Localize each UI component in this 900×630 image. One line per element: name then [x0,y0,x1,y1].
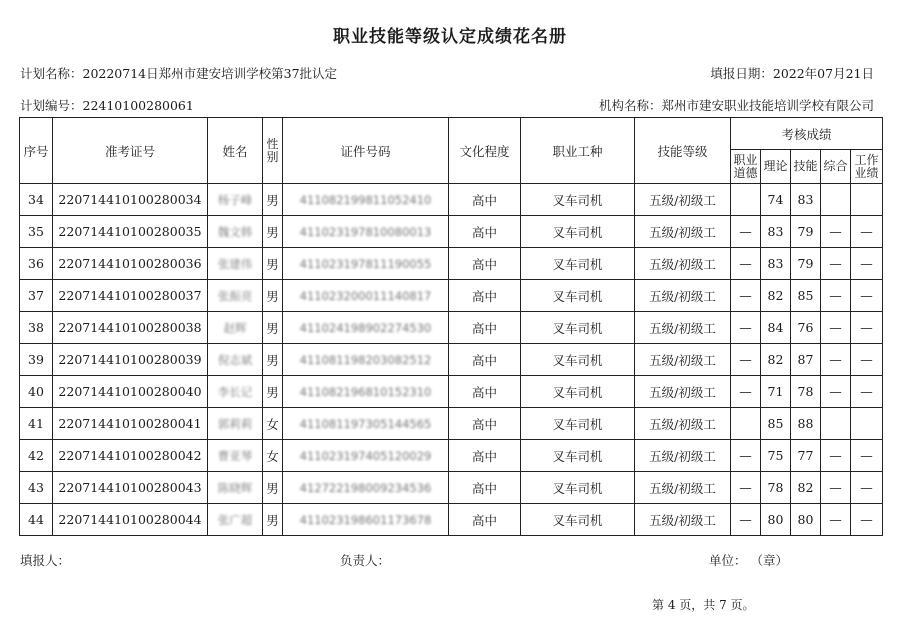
header-theory: 理论 [761,150,791,184]
header-id-no: 证件号码 [283,118,449,184]
cell-skill: 82 [791,472,821,504]
cell-seq: 37 [20,280,53,312]
cell-exam-no: 220714410100280042 [53,440,208,472]
cell-name-redacted: 赵辉 [223,320,247,335]
cell-ethics: — [731,376,761,408]
table-row [20,440,883,472]
cell-id-no-redacted: 412722198009234536 [299,481,432,495]
unit-seal-label: 单位： （章） [709,553,788,568]
cell-level: 五级/初级工 [635,248,731,280]
table-row [20,376,883,408]
cell-overall: — [821,216,851,248]
cell-education: 高中 [449,408,521,440]
cell-overall: — [821,344,851,376]
cell-name-redacted: 倪志斌 [217,352,253,367]
cell-theory: 74 [761,184,791,216]
plan-name: 计划名称：20220714日郑州市建安培训学校第37批认定 [20,66,338,81]
cell-id-no [283,216,449,248]
cell-education: 高中 [449,312,521,344]
cell-performance [851,184,883,216]
header-skill: 技能 [791,150,821,184]
cell-exam-no: 220714410100280044 [53,504,208,536]
cell-id-no [283,312,449,344]
cell-exam-no: 220714410100280043 [53,472,208,504]
cell-exam-no: 220714410100280038 [53,312,208,344]
cell-education: 高中 [449,344,521,376]
cell-theory: 83 [761,216,791,248]
cell-performance: — [851,280,883,312]
cell-seq: 41 [20,408,53,440]
cell-skill: 78 [791,376,821,408]
cell-ethics: — [731,248,761,280]
organization-name: 机构名称：郑州市建安职业技能培训学校有限公司 [598,98,874,113]
cell-seq: 43 [20,472,53,504]
cell-overall: — [821,472,851,504]
cell-id-no-redacted: 411023198601173678 [299,513,432,527]
cell-theory: 71 [761,376,791,408]
cell-exam-no: 220714410100280034 [53,184,208,216]
cell-id-no-redacted: 411082199811052410 [299,193,432,207]
cell-gender: 女 [263,440,283,472]
cell-level: 五级/初级工 [635,344,731,376]
cell-gender: 男 [263,248,283,280]
cell-exam-no: 220714410100280039 [53,344,208,376]
cell-performance: — [851,312,883,344]
cell-overall [821,408,851,440]
cell-skill: 88 [791,408,821,440]
table-body [20,184,883,536]
table-row [20,184,883,216]
cell-id-no-redacted: 411023200011140817 [299,289,432,303]
cell-skill: 76 [791,312,821,344]
cell-occupation: 叉车司机 [521,504,635,536]
table-row [20,312,883,344]
cell-exam-no: 220714410100280040 [53,376,208,408]
cell-level: 五级/初级工 [635,280,731,312]
cell-id-no-redacted: 411081198203082512 [299,353,432,367]
cell-seq: 35 [20,216,53,248]
cell-id-no-redacted: 411024198902274530 [299,321,432,335]
cell-overall: — [821,280,851,312]
cell-id-no-redacted: 411081197305144565 [299,417,432,431]
cell-ethics: — [731,216,761,248]
cell-gender: 女 [263,408,283,440]
cell-overall: — [821,312,851,344]
cell-name [208,408,263,440]
cell-theory: 82 [761,344,791,376]
cell-education: 高中 [449,472,521,504]
cell-theory: 78 [761,472,791,504]
header-ethics: 职业道德 [731,150,761,184]
cell-name [208,376,263,408]
cell-level: 五级/初级工 [635,312,731,344]
cell-seq: 38 [20,312,53,344]
cell-performance: — [851,216,883,248]
table-row [20,280,883,312]
header-education: 文化程度 [449,118,521,184]
cell-skill: 83 [791,184,821,216]
cell-occupation: 叉车司机 [521,408,635,440]
header-level: 技能等级 [635,118,731,184]
header-name: 姓名 [208,118,263,184]
cell-performance: — [851,504,883,536]
cell-skill: 80 [791,504,821,536]
cell-id-no [283,376,449,408]
header-exam-no: 准考证号 [53,118,208,184]
header-seq: 序号 [20,118,53,184]
cell-gender: 男 [263,312,283,344]
cell-performance: — [851,248,883,280]
header-occupation: 职业工种 [521,118,635,184]
cell-level: 五级/初级工 [635,440,731,472]
cell-name [208,280,263,312]
cell-name [208,504,263,536]
cell-seq: 36 [20,248,53,280]
cell-ethics: — [731,344,761,376]
cell-name [208,184,263,216]
cell-gender: 男 [263,472,283,504]
cell-occupation: 叉车司机 [521,184,635,216]
document-title: 职业技能等级认定成绩花名册 [333,27,567,47]
cell-id-no [283,504,449,536]
cell-gender: 男 [263,376,283,408]
cell-id-no [283,248,449,280]
cell-occupation: 叉车司机 [521,376,635,408]
header-overall: 综合 [821,150,851,184]
cell-name [208,248,263,280]
cell-education: 高中 [449,504,521,536]
cell-theory: 82 [761,280,791,312]
cell-name [208,472,263,504]
table-header [20,118,883,184]
cell-seq: 42 [20,440,53,472]
cell-overall [821,184,851,216]
cell-performance: — [851,344,883,376]
filler-label: 填报人： [20,553,71,568]
cell-gender: 男 [263,280,283,312]
cell-education: 高中 [449,248,521,280]
cell-level: 五级/初级工 [635,216,731,248]
table-row [20,216,883,248]
table-row [20,408,883,440]
cell-overall: — [821,504,851,536]
cell-performance [851,408,883,440]
cell-occupation: 叉车司机 [521,216,635,248]
cell-exam-no: 220714410100280035 [53,216,208,248]
cell-theory: 85 [761,408,791,440]
page-indicator: 第 4 页，共 7 页。 [652,598,755,612]
cell-id-no-redacted: 411023197810080013 [299,225,432,239]
cell-id-no [283,344,449,376]
cell-seq: 44 [20,504,53,536]
cell-id-no-redacted: 411023197405120029 [299,449,432,463]
cell-name-redacted: 陈晓辉 [217,480,253,495]
cell-gender: 男 [263,504,283,536]
cell-occupation: 叉车司机 [521,248,635,280]
cell-theory: 75 [761,440,791,472]
cell-gender: 男 [263,216,283,248]
cell-skill: 85 [791,280,821,312]
cell-name [208,216,263,248]
cell-id-no [283,440,449,472]
cell-overall: — [821,440,851,472]
cell-level: 五级/初级工 [635,376,731,408]
cell-name-redacted: 曹亚琴 [217,448,253,463]
table-row [20,472,883,504]
cell-overall: — [821,248,851,280]
cell-education: 高中 [449,184,521,216]
cell-level: 五级/初级工 [635,472,731,504]
cell-occupation: 叉车司机 [521,472,635,504]
cell-occupation: 叉车司机 [521,440,635,472]
cell-name-redacted: 张建伟 [217,256,253,271]
cell-exam-no: 220714410100280041 [53,408,208,440]
cell-id-no-redacted: 411023197811190055 [299,257,432,271]
cell-exam-no: 220714410100280037 [53,280,208,312]
cell-occupation: 叉车司机 [521,312,635,344]
cell-seq: 39 [20,344,53,376]
cell-id-no [283,184,449,216]
table-row [20,504,883,536]
cell-name [208,440,263,472]
plan-number: 计划编号：22410100280061 [20,98,194,113]
cell-name-redacted: 李长记 [217,384,253,399]
cell-gender: 男 [263,184,283,216]
table-row [20,248,883,280]
owner-label: 负责人： [340,553,391,568]
cell-education: 高中 [449,280,521,312]
header-gender: 性别 [263,118,283,184]
cell-ethics [731,184,761,216]
cell-performance: — [851,440,883,472]
cell-level: 五级/初级工 [635,408,731,440]
cell-performance: — [851,376,883,408]
cell-performance: — [851,472,883,504]
cell-name [208,344,263,376]
cell-ethics: — [731,440,761,472]
cell-seq: 34 [20,184,53,216]
cell-occupation: 叉车司机 [521,280,635,312]
cell-education: 高中 [449,376,521,408]
cell-overall: — [821,376,851,408]
cell-name-redacted: 张振亮 [217,288,253,303]
cell-education: 高中 [449,440,521,472]
header-scores: 考核成绩 [731,118,883,150]
cell-skill: 87 [791,344,821,376]
cell-skill: 79 [791,248,821,280]
cell-level: 五级/初级工 [635,504,731,536]
cell-id-no-redacted: 411082196810152310 [299,385,432,399]
cell-seq: 40 [20,376,53,408]
score-roster-table [19,117,883,536]
cell-gender: 男 [263,344,283,376]
cell-theory: 83 [761,248,791,280]
cell-education: 高中 [449,216,521,248]
cell-name [208,312,263,344]
cell-ethics: — [731,472,761,504]
report-date: 填报日期：2022年07月21日 [710,66,874,81]
table-row [20,344,883,376]
cell-exam-no: 220714410100280036 [53,248,208,280]
cell-id-no [283,280,449,312]
cell-name-redacted: 杨子峰 [217,192,253,207]
header-performance: 工作业绩 [851,150,883,184]
cell-ethics: — [731,312,761,344]
cell-theory: 84 [761,312,791,344]
cell-ethics [731,408,761,440]
cell-ethics: — [731,504,761,536]
cell-skill: 77 [791,440,821,472]
cell-name-redacted: 魏文韩 [217,224,253,239]
cell-theory: 80 [761,504,791,536]
cell-occupation: 叉车司机 [521,344,635,376]
cell-level: 五级/初级工 [635,184,731,216]
cell-skill: 79 [791,216,821,248]
cell-id-no [283,472,449,504]
cell-id-no [283,408,449,440]
cell-name-redacted: 张广超 [217,512,253,527]
cell-ethics: — [731,280,761,312]
cell-name-redacted: 郭莉莉 [217,416,253,431]
